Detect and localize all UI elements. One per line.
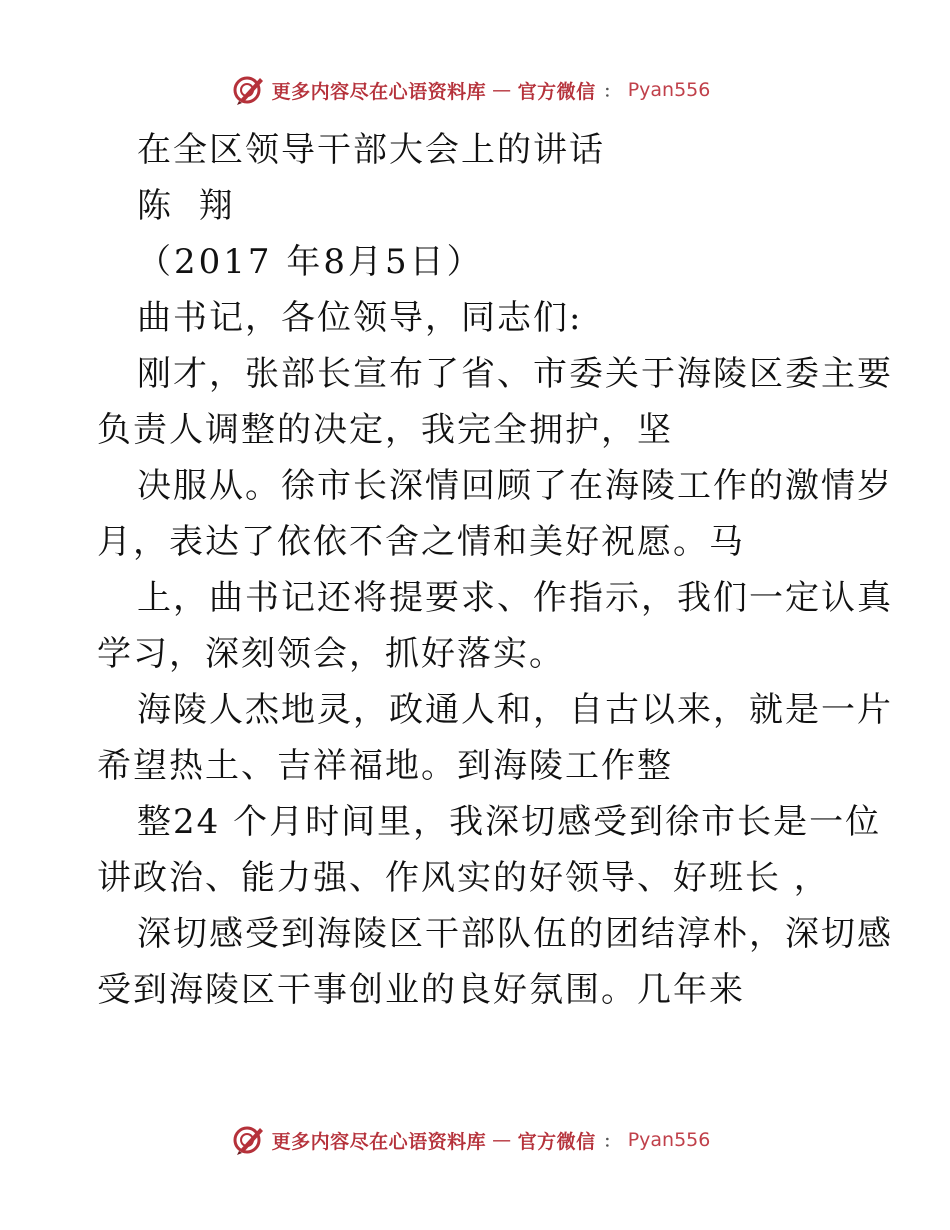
text-line: 学习，深刻领会，抓好落实。	[97, 634, 565, 674]
watermark-separator: ：	[603, 81, 620, 101]
text-line: 希望热土、吉祥福地。到海陵工作整	[97, 746, 673, 786]
document-title: 在全区领导干部大会上的讲话	[137, 130, 605, 170]
watermark-dash: —	[492, 1129, 512, 1151]
text-line: 整24 个月时间里，我深切感受到徐市长是一位	[137, 802, 882, 842]
text-line: 月，表达了依依不舍之情和美好祝愿。马	[97, 522, 745, 562]
text-line: 海陵人杰地灵，政通人和，自古以来，就是一片	[137, 690, 893, 730]
watermark-id: Pyan556	[627, 79, 711, 101]
watermark-banner-top	[0, 70, 950, 110]
watermark-text: 更多内容尽在心语资料库	[271, 1130, 487, 1153]
text-line: 刚才，张部长宣布了省、市委关于海陵区委主要	[137, 354, 893, 394]
watermark-dash: —	[492, 79, 512, 101]
watermark-content	[230, 72, 711, 108]
watermark-id: Pyan556	[627, 1129, 711, 1151]
document-date: （2017 年8月5日）	[137, 242, 484, 282]
watermark-banner-bottom	[0, 1120, 950, 1160]
text-line: 讲政治、能力强、作风实的好领导、好班长 ，	[97, 858, 830, 898]
watermark-content	[230, 1122, 711, 1158]
text-line: 决服从。徐市长深情回顾了在海陵工作的激情岁	[137, 466, 893, 506]
watermark-label: 官方微信	[517, 1130, 596, 1153]
document-lines	[97, 290, 893, 1018]
text-line: 上，曲书记还将提要求、作指示，我们一定认真	[137, 578, 893, 618]
pen-logo-icon	[230, 1122, 266, 1158]
text-line: 深切感受到海陵区干部队伍的团结淳朴，深切感	[137, 914, 893, 954]
text-line: 受到海陵区干事创业的良好氛围。几年来	[97, 970, 745, 1010]
document-author: 陈 翔	[137, 186, 235, 226]
document-body	[97, 122, 893, 1018]
watermark-separator: ：	[603, 1131, 620, 1151]
pen-logo-icon	[230, 72, 266, 108]
watermark-label: 官方微信	[517, 80, 596, 103]
text-line: 曲书记，各位领导，同志们:	[137, 298, 583, 338]
text-line: 负责人调整的决定，我完全拥护，坚	[97, 410, 673, 450]
watermark-text: 更多内容尽在心语资料库	[271, 80, 487, 103]
